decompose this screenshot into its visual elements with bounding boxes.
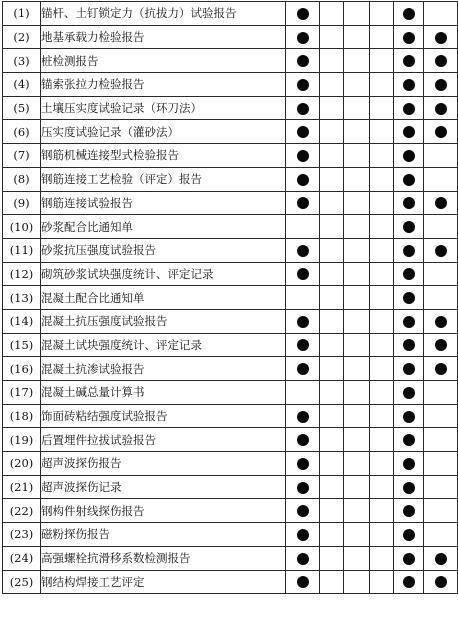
mark-cell [286, 357, 320, 381]
row-number: (21) [3, 475, 41, 499]
mark-cell [370, 475, 394, 499]
mark-cell [344, 428, 370, 452]
mark-cell [394, 286, 424, 310]
mark-cell [394, 570, 424, 594]
record-name: 后置埋件拉拔试验报告 [41, 428, 286, 452]
record-name: 高强螺栓抗滑移系数检测报告 [41, 546, 286, 570]
mark-cell [424, 523, 458, 547]
mark-cell [424, 191, 458, 215]
mark-cell [344, 191, 370, 215]
table-row [3, 546, 458, 570]
mark-cell [370, 404, 394, 428]
table-row [3, 144, 458, 168]
record-name: 混凝土抗压强度试验报告 [41, 309, 286, 333]
record-name: 地基承载力检验报告 [41, 25, 286, 49]
mark-cell [344, 381, 370, 405]
filled-dot-icon [403, 245, 415, 257]
mark-cell [370, 238, 394, 262]
filled-dot-icon [403, 197, 415, 209]
mark-cell [320, 238, 344, 262]
filled-dot-icon [297, 55, 309, 67]
mark-cell [320, 309, 344, 333]
record-name: 锚索张拉力检验报告 [41, 73, 286, 97]
mark-cell [320, 215, 344, 239]
record-name: 钢构件射线探伤报告 [41, 499, 286, 523]
table-row [3, 404, 458, 428]
mark-cell [344, 238, 370, 262]
table-body [3, 2, 458, 594]
mark-cell [394, 475, 424, 499]
table-row [3, 357, 458, 381]
filled-dot-icon [403, 316, 415, 328]
mark-cell [394, 120, 424, 144]
mark-cell [394, 523, 424, 547]
mark-cell [344, 2, 370, 26]
row-number: (20) [3, 452, 41, 476]
mark-cell [344, 499, 370, 523]
filled-dot-icon [297, 79, 309, 91]
mark-cell [320, 428, 344, 452]
table-row [3, 452, 458, 476]
mark-cell [394, 357, 424, 381]
mark-cell [370, 191, 394, 215]
record-name: 磁粉探伤报告 [41, 523, 286, 547]
filled-dot-icon [435, 197, 447, 209]
mark-cell [320, 286, 344, 310]
filled-dot-icon [297, 103, 309, 115]
filled-dot-icon [403, 458, 415, 470]
mark-cell [344, 73, 370, 97]
mark-cell [344, 286, 370, 310]
mark-cell [320, 381, 344, 405]
mark-cell [370, 357, 394, 381]
mark-cell [370, 25, 394, 49]
table-row [3, 333, 458, 357]
record-name: 超声波探伤记录 [41, 475, 286, 499]
row-number: (11) [3, 238, 41, 262]
filled-dot-icon [297, 458, 309, 470]
mark-cell [370, 49, 394, 73]
filled-dot-icon [297, 268, 309, 280]
filled-dot-icon [435, 245, 447, 257]
record-name: 砌筑砂浆试块强度统计、评定记录 [41, 262, 286, 286]
mark-cell [320, 546, 344, 570]
table-row [3, 262, 458, 286]
mark-cell [320, 144, 344, 168]
record-name: 混凝土碱总量计算书 [41, 381, 286, 405]
mark-cell [424, 286, 458, 310]
table-row [3, 381, 458, 405]
table-row [3, 570, 458, 594]
mark-cell [286, 333, 320, 357]
mark-cell [424, 381, 458, 405]
mark-cell [320, 25, 344, 49]
filled-dot-icon [297, 363, 309, 375]
mark-cell [424, 120, 458, 144]
mark-cell [344, 546, 370, 570]
record-name: 锚杆、土钉锁定力（抗拔力）试验报告 [41, 2, 286, 26]
table-row [3, 25, 458, 49]
filled-dot-icon [403, 55, 415, 67]
filled-dot-icon [297, 553, 309, 565]
mark-cell [394, 238, 424, 262]
filled-dot-icon [403, 529, 415, 541]
filled-dot-icon [297, 197, 309, 209]
mark-cell [286, 286, 320, 310]
mark-cell [344, 475, 370, 499]
mark-cell [424, 333, 458, 357]
mark-cell [286, 428, 320, 452]
filled-dot-icon [435, 363, 447, 375]
mark-cell [424, 238, 458, 262]
row-number: (25) [3, 570, 41, 594]
mark-cell [344, 49, 370, 73]
row-number: (12) [3, 262, 41, 286]
mark-cell [344, 262, 370, 286]
mark-cell [286, 475, 320, 499]
mark-cell [394, 404, 424, 428]
mark-cell [320, 120, 344, 144]
filled-dot-icon [403, 268, 415, 280]
row-number: (8) [3, 167, 41, 191]
row-number: (5) [3, 96, 41, 120]
mark-cell [286, 404, 320, 428]
filled-dot-icon [435, 339, 447, 351]
filled-dot-icon [297, 339, 309, 351]
mark-cell [424, 428, 458, 452]
filled-dot-icon [297, 245, 309, 257]
mark-cell [344, 523, 370, 547]
table-row [3, 49, 458, 73]
mark-cell [320, 2, 344, 26]
mark-cell [424, 309, 458, 333]
filled-dot-icon [403, 221, 415, 233]
mark-cell [370, 309, 394, 333]
mark-cell [424, 262, 458, 286]
mark-cell [344, 167, 370, 191]
mark-cell [286, 191, 320, 215]
filled-dot-icon [435, 55, 447, 67]
mark-cell [394, 499, 424, 523]
filled-dot-icon [435, 553, 447, 565]
filled-dot-icon [297, 126, 309, 138]
row-number: (7) [3, 144, 41, 168]
mark-cell [370, 428, 394, 452]
record-name: 钢结构焊接工艺评定 [41, 570, 286, 594]
mark-cell [286, 381, 320, 405]
filled-dot-icon [435, 103, 447, 115]
mark-cell [394, 333, 424, 357]
filled-dot-icon [403, 150, 415, 162]
mark-cell [286, 452, 320, 476]
filled-dot-icon [403, 482, 415, 494]
mark-cell [370, 2, 394, 26]
filled-dot-icon [297, 316, 309, 328]
filled-dot-icon [435, 32, 447, 44]
record-name: 砂浆抗压强度试验报告 [41, 238, 286, 262]
mark-cell [424, 144, 458, 168]
filled-dot-icon [435, 316, 447, 328]
mark-cell [320, 73, 344, 97]
filled-dot-icon [297, 576, 309, 588]
table-row [3, 2, 458, 26]
row-number: (9) [3, 191, 41, 215]
row-number: (19) [3, 428, 41, 452]
row-number: (23) [3, 523, 41, 547]
mark-cell [320, 499, 344, 523]
mark-cell [370, 333, 394, 357]
mark-cell [320, 404, 344, 428]
row-number: (17) [3, 381, 41, 405]
mark-cell [424, 167, 458, 191]
mark-cell [394, 167, 424, 191]
mark-cell [394, 191, 424, 215]
mark-cell [394, 73, 424, 97]
filled-dot-icon [297, 32, 309, 44]
row-number: (16) [3, 357, 41, 381]
filled-dot-icon [435, 79, 447, 91]
mark-cell [320, 452, 344, 476]
mark-cell [370, 546, 394, 570]
mark-cell [286, 49, 320, 73]
mark-cell [286, 546, 320, 570]
filled-dot-icon [403, 32, 415, 44]
table-row [3, 120, 458, 144]
mark-cell [344, 333, 370, 357]
mark-cell [424, 570, 458, 594]
row-number: (24) [3, 546, 41, 570]
filled-dot-icon [297, 482, 309, 494]
mark-cell [370, 96, 394, 120]
row-number: (15) [3, 333, 41, 357]
filled-dot-icon [403, 292, 415, 304]
record-name: 钢筋连接工艺检验（评定）报告 [41, 167, 286, 191]
mark-cell [320, 570, 344, 594]
record-name: 混凝土试块强度统计、评定记录 [41, 333, 286, 357]
mark-cell [424, 404, 458, 428]
mark-cell [370, 523, 394, 547]
record-name: 钢筋机械连接型式检验报告 [41, 144, 286, 168]
table-row [3, 215, 458, 239]
row-number: (3) [3, 49, 41, 73]
mark-cell [320, 167, 344, 191]
row-number: (14) [3, 309, 41, 333]
row-number: (6) [3, 120, 41, 144]
mark-cell [370, 73, 394, 97]
mark-cell [344, 120, 370, 144]
filled-dot-icon [403, 363, 415, 375]
mark-cell [370, 120, 394, 144]
mark-cell [370, 167, 394, 191]
mark-cell [286, 144, 320, 168]
filled-dot-icon [297, 529, 309, 541]
mark-cell [394, 49, 424, 73]
mark-cell [320, 357, 344, 381]
mark-cell [320, 333, 344, 357]
mark-cell [394, 262, 424, 286]
table-row [3, 475, 458, 499]
row-number: (2) [3, 25, 41, 49]
record-name: 超声波探伤报告 [41, 452, 286, 476]
mark-cell [320, 475, 344, 499]
mark-cell [344, 25, 370, 49]
mark-cell [394, 428, 424, 452]
mark-cell [286, 167, 320, 191]
table-row [3, 73, 458, 97]
mark-cell [286, 309, 320, 333]
mark-cell [424, 499, 458, 523]
mark-cell [424, 357, 458, 381]
mark-cell [394, 144, 424, 168]
mark-cell [424, 73, 458, 97]
mark-cell [286, 2, 320, 26]
mark-cell [286, 215, 320, 239]
mark-cell [286, 570, 320, 594]
mark-cell [424, 215, 458, 239]
filled-dot-icon [403, 505, 415, 517]
filled-dot-icon [297, 434, 309, 446]
filled-dot-icon [403, 434, 415, 446]
mark-cell [394, 215, 424, 239]
mark-cell [286, 238, 320, 262]
row-number: (1) [3, 2, 41, 26]
mark-cell [370, 286, 394, 310]
document-page [0, 1, 458, 622]
record-name: 饰面砖粘结强度试验报告 [41, 404, 286, 428]
filled-dot-icon [403, 411, 415, 423]
table-row [3, 238, 458, 262]
table-row [3, 286, 458, 310]
mark-cell [370, 452, 394, 476]
mark-cell [370, 215, 394, 239]
table-row [3, 191, 458, 215]
filled-dot-icon [403, 553, 415, 565]
row-number: (10) [3, 215, 41, 239]
filled-dot-icon [403, 8, 415, 20]
mark-cell [344, 144, 370, 168]
record-name: 混凝土抗渗试验报告 [41, 357, 286, 381]
filled-dot-icon [297, 411, 309, 423]
filled-dot-icon [403, 126, 415, 138]
filled-dot-icon [403, 387, 415, 399]
mark-cell [320, 262, 344, 286]
row-number: (18) [3, 404, 41, 428]
table-row [3, 96, 458, 120]
filled-dot-icon [403, 174, 415, 186]
mark-cell [370, 381, 394, 405]
mark-cell [424, 25, 458, 49]
mark-cell [394, 96, 424, 120]
filled-dot-icon [297, 8, 309, 20]
record-name: 土壤压实度试验记录（环刀法） [41, 96, 286, 120]
filled-dot-icon [297, 174, 309, 186]
mark-cell [424, 546, 458, 570]
mark-cell [320, 96, 344, 120]
mark-cell [370, 262, 394, 286]
filled-dot-icon [403, 576, 415, 588]
mark-cell [424, 452, 458, 476]
mark-cell [424, 2, 458, 26]
table-row [3, 499, 458, 523]
filled-dot-icon [403, 79, 415, 91]
mark-cell [394, 25, 424, 49]
mark-cell [286, 120, 320, 144]
table-row [3, 167, 458, 191]
mark-cell [394, 546, 424, 570]
mark-cell [394, 452, 424, 476]
mark-cell [394, 381, 424, 405]
mark-cell [286, 262, 320, 286]
mark-cell [320, 523, 344, 547]
mark-cell [424, 49, 458, 73]
mark-cell [370, 570, 394, 594]
mark-cell [286, 73, 320, 97]
mark-cell [370, 144, 394, 168]
mark-cell [424, 96, 458, 120]
mark-cell [286, 96, 320, 120]
archive-checklist-table [2, 1, 458, 594]
record-name: 混凝土配合比通知单 [41, 286, 286, 310]
record-name: 压实度试验记录（灌砂法） [41, 120, 286, 144]
row-number: (13) [3, 286, 41, 310]
mark-cell [394, 2, 424, 26]
mark-cell [344, 96, 370, 120]
filled-dot-icon [403, 339, 415, 351]
filled-dot-icon [403, 103, 415, 115]
row-number: (22) [3, 499, 41, 523]
table-row [3, 309, 458, 333]
mark-cell [344, 309, 370, 333]
record-name: 砂浆配合比通知单 [41, 215, 286, 239]
table-row [3, 428, 458, 452]
mark-cell [344, 215, 370, 239]
mark-cell [424, 475, 458, 499]
mark-cell [344, 357, 370, 381]
filled-dot-icon [435, 126, 447, 138]
record-name: 钢筋连接试验报告 [41, 191, 286, 215]
mark-cell [394, 309, 424, 333]
mark-cell [320, 49, 344, 73]
mark-cell [370, 499, 394, 523]
mark-cell [344, 570, 370, 594]
filled-dot-icon [435, 576, 447, 588]
row-number: (4) [3, 73, 41, 97]
filled-dot-icon [297, 150, 309, 162]
mark-cell [344, 404, 370, 428]
mark-cell [286, 25, 320, 49]
mark-cell [320, 191, 344, 215]
mark-cell [286, 499, 320, 523]
record-name: 桩检测报告 [41, 49, 286, 73]
filled-dot-icon [297, 505, 309, 517]
table-row [3, 523, 458, 547]
mark-cell [344, 452, 370, 476]
mark-cell [286, 523, 320, 547]
